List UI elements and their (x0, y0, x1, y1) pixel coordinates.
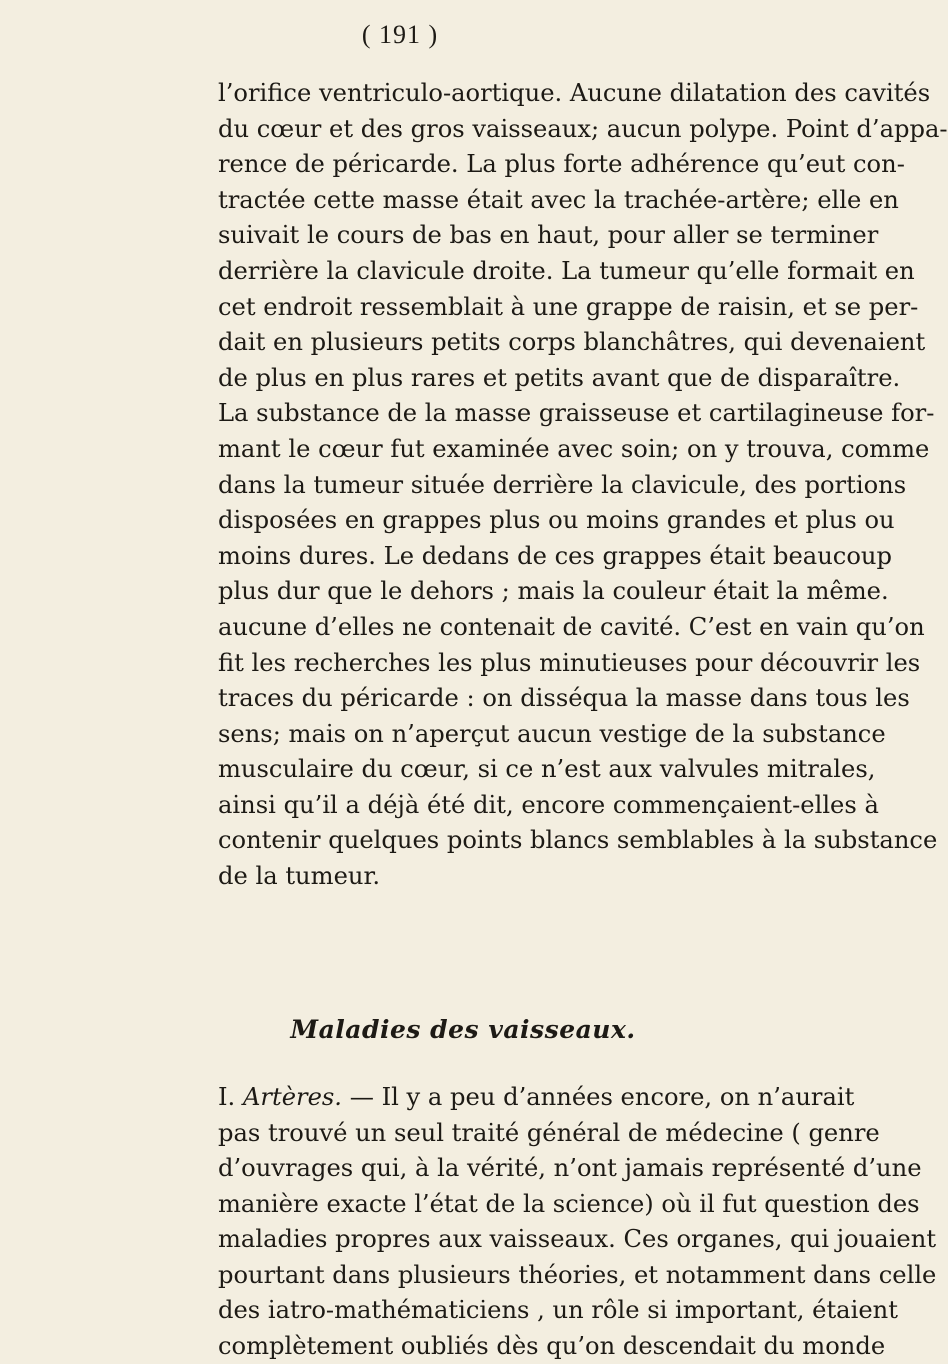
paragraph-autopsy (218, 76, 708, 895)
text-line: rence de péricarde. La plus forte adhérence qu’eut con- (218, 147, 708, 183)
text-line: d’ouvrages qui, à la vérité, n’ont jamais représenté d’une (218, 1151, 708, 1187)
paragraph-arteries (218, 1080, 708, 1364)
text-line: plus dur que le dehors ; mais la couleur était la même. (218, 574, 708, 610)
page-number: ( 191 ) (0, 20, 800, 50)
text-line: contenir quelques points blancs semblables à la substance (218, 823, 708, 859)
text-line: suivait le cours de bas en haut, pour aller se terminer (218, 218, 708, 254)
section-heading: Maladies des vaisseaux. (218, 1015, 708, 1044)
text-line: ainsi qu’il a déjà été dit, encore commençaient-elles à (218, 788, 708, 824)
text-line: derrière la clavicule droite. La tumeur qu’elle formait en (218, 254, 708, 290)
text-line: La substance de la masse graisseuse et cartilagineuse for- (218, 396, 708, 432)
text-line: aucune d’elles ne contenait de cavité. C’est en vain qu’on (218, 610, 708, 646)
text-line: sens; mais on n’aperçut aucun vestige de la substance (218, 717, 708, 753)
section-label-number: I. (218, 1083, 235, 1111)
text-line: fit les recherches les plus minutieuses pour découvrir les (218, 646, 708, 682)
text-line: disposées en grappes plus ou moins grandes et plus ou (218, 503, 708, 539)
text-line: des iatro-mathématiciens , un rôle si important, étaient (218, 1293, 708, 1329)
text-line: maladies propres aux vaisseaux. Ces organes, qui jouaient (218, 1222, 708, 1258)
text-line: mant le cœur fut examinée avec soin; on y trouva, comme (218, 432, 708, 468)
text-line: cet endroit ressemblait à une grappe de raisin, et se per- (218, 290, 708, 326)
text-line-first (218, 1080, 708, 1116)
text-line: moins dures. Le dedans de ces grappes était beaucoup (218, 539, 708, 575)
text-line: traces du péricarde : on disséqua la masse dans tous les (218, 681, 708, 717)
text-line: pas trouvé un seul traité général de médecine ( genre (218, 1116, 708, 1152)
section-label-title: Artères. (243, 1083, 342, 1111)
text-line: complètement oubliés dès qu’on descendait du monde (218, 1329, 708, 1364)
text-line: tractée cette masse était avec la trachée-artère; elle en (218, 183, 708, 219)
section-line-rest: — Il y a peu d’années encore, on n’aurait (350, 1083, 855, 1111)
text-line: du cœur et des gros vaisseaux; aucun polype. Point d’appa- (218, 112, 708, 148)
text-line: dans la tumeur située derrière la clavicule, des portions (218, 468, 708, 504)
text-line: dait en plusieurs petits corps blanchâtres, qui devenaient (218, 325, 708, 361)
text-line: manière exacte l’état de la science) où il fut question des (218, 1187, 708, 1223)
text-line: musculaire du cœur, si ce n’est aux valvules mitrales, (218, 752, 708, 788)
text-line: de la tumeur. (218, 859, 708, 895)
text-line: de plus en plus rares et petits avant que de disparaître. (218, 361, 708, 397)
text-line: l’orifice ventriculo-aortique. Aucune dilatation des cavités (218, 76, 708, 112)
text-line: pourtant dans plusieurs théories, et notamment dans celle (218, 1258, 708, 1294)
